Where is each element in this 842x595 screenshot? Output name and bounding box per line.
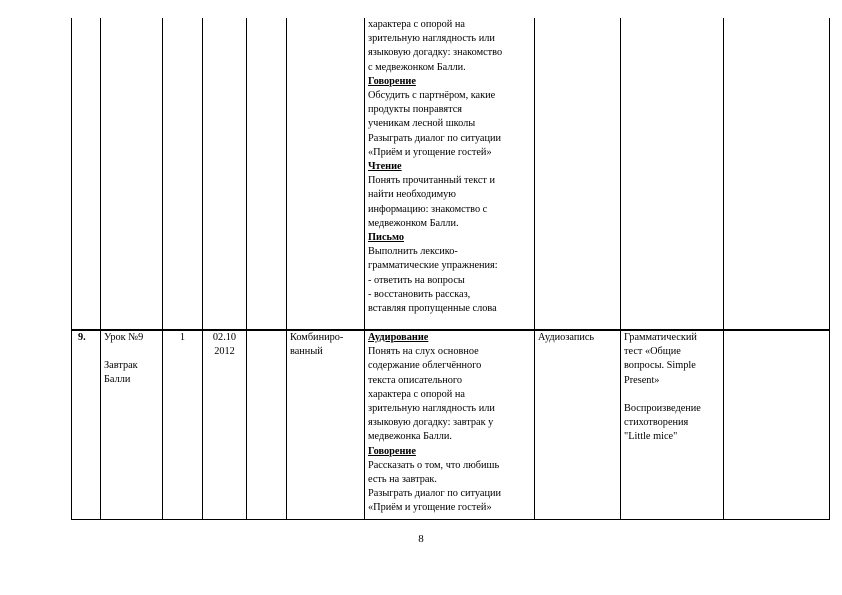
section-heading: Говорение	[368, 75, 416, 87]
content-line: Разыграть диалог по ситуации	[368, 132, 502, 144]
content-line: Обсудить с партнёром, какие	[368, 90, 496, 102]
content-line: с медвежонком Балли.	[368, 61, 466, 73]
lesson-number: 9.	[72, 330, 101, 520]
content-line: «Приём и угощение гостей»	[368, 146, 492, 158]
cell-type	[287, 330, 365, 520]
content-line: ученикам лесной школы	[368, 118, 476, 130]
content-line: «Приём и угощение гостей»	[368, 502, 492, 514]
content-line: Разыграть диалог по ситуации	[368, 488, 502, 500]
cell-content	[365, 330, 535, 520]
cell-hours	[163, 18, 203, 330]
control-line: тест «Общие	[624, 346, 681, 358]
content-line: содержание облегчённого	[368, 360, 482, 372]
content-line: Выполнить лексико-	[368, 246, 458, 258]
cell-control	[621, 330, 724, 520]
lesson-title-line: Балли	[104, 374, 131, 386]
control-line: Грамматический	[624, 332, 697, 343]
cell-resources	[535, 18, 621, 330]
content-line: медвежонка Балли.	[368, 431, 453, 443]
content-line: характера с опорой на	[368, 19, 465, 30]
lesson-type-line: ванный	[290, 346, 323, 358]
content-line: - восстановить рассказ,	[368, 288, 471, 300]
content-line: Понять прочитанный текст и	[368, 175, 496, 187]
content-line: есть на завтрак.	[368, 474, 437, 486]
date-line: 02.10	[212, 332, 237, 343]
control-line: стихотворения	[624, 417, 689, 429]
cell-content	[365, 18, 535, 330]
lesson-type-line: Комбиниро-	[290, 332, 344, 343]
control-line: "Little mice"	[624, 431, 678, 443]
cell-empty	[247, 18, 287, 330]
cell-lesson	[101, 18, 163, 330]
content-line: зрительную наглядность или	[368, 33, 495, 45]
content-line: медвежонком Балли.	[368, 217, 459, 229]
section-heading: Говорение	[368, 445, 416, 457]
content-line: зрительную наглядность или	[368, 403, 495, 415]
content-line: информацию: знакомство с	[368, 203, 488, 215]
cell-date	[203, 18, 247, 330]
content-line: Рассказать о том, что любишь	[368, 459, 500, 471]
date-line: 2012	[214, 346, 235, 358]
content-line: найти необходимую	[368, 189, 456, 201]
cell-number	[72, 18, 101, 330]
control-line: Present»	[624, 374, 660, 386]
content-line: языковую догадку: завтрак у	[368, 417, 494, 429]
cell-control	[621, 18, 724, 330]
content-line: грамматические упражнения:	[368, 260, 498, 272]
control-line: Воспроизведение	[624, 402, 701, 414]
content-line: текста описательного	[368, 374, 463, 386]
control-line: вопросы. Simple	[624, 360, 696, 372]
cell-notes	[724, 18, 830, 330]
cell-empty	[247, 330, 287, 520]
lesson-plan-table	[71, 18, 830, 520]
cell-type	[287, 18, 365, 330]
spacer	[624, 388, 720, 402]
page-number: 8	[418, 533, 424, 545]
table-row	[72, 18, 830, 330]
cell-resources	[535, 330, 621, 520]
content-line: продукты понравятся	[368, 104, 463, 116]
cell-lesson	[101, 330, 163, 520]
content-line: языковую догадку: знакомство	[368, 47, 503, 59]
spacer	[104, 345, 159, 359]
content-line: Понять на слух основное	[368, 346, 479, 358]
table-row	[72, 330, 830, 520]
lesson-title-line: Завтрак	[104, 360, 138, 372]
cell-hours: 1	[163, 330, 203, 520]
lesson-title-line: Урок №9	[104, 332, 144, 343]
resource-line: Аудиозапись	[538, 332, 595, 343]
cell-date	[203, 330, 247, 520]
content-line: вставляя пропущенные слова	[368, 303, 497, 315]
cell-notes	[724, 330, 830, 520]
section-heading: Аудирование	[368, 332, 429, 343]
section-heading: Письмо	[368, 232, 404, 244]
section-heading: Чтение	[368, 161, 402, 173]
content-line: - ответить на вопросы	[368, 274, 465, 286]
content-line: характера с опорой на	[368, 388, 465, 400]
